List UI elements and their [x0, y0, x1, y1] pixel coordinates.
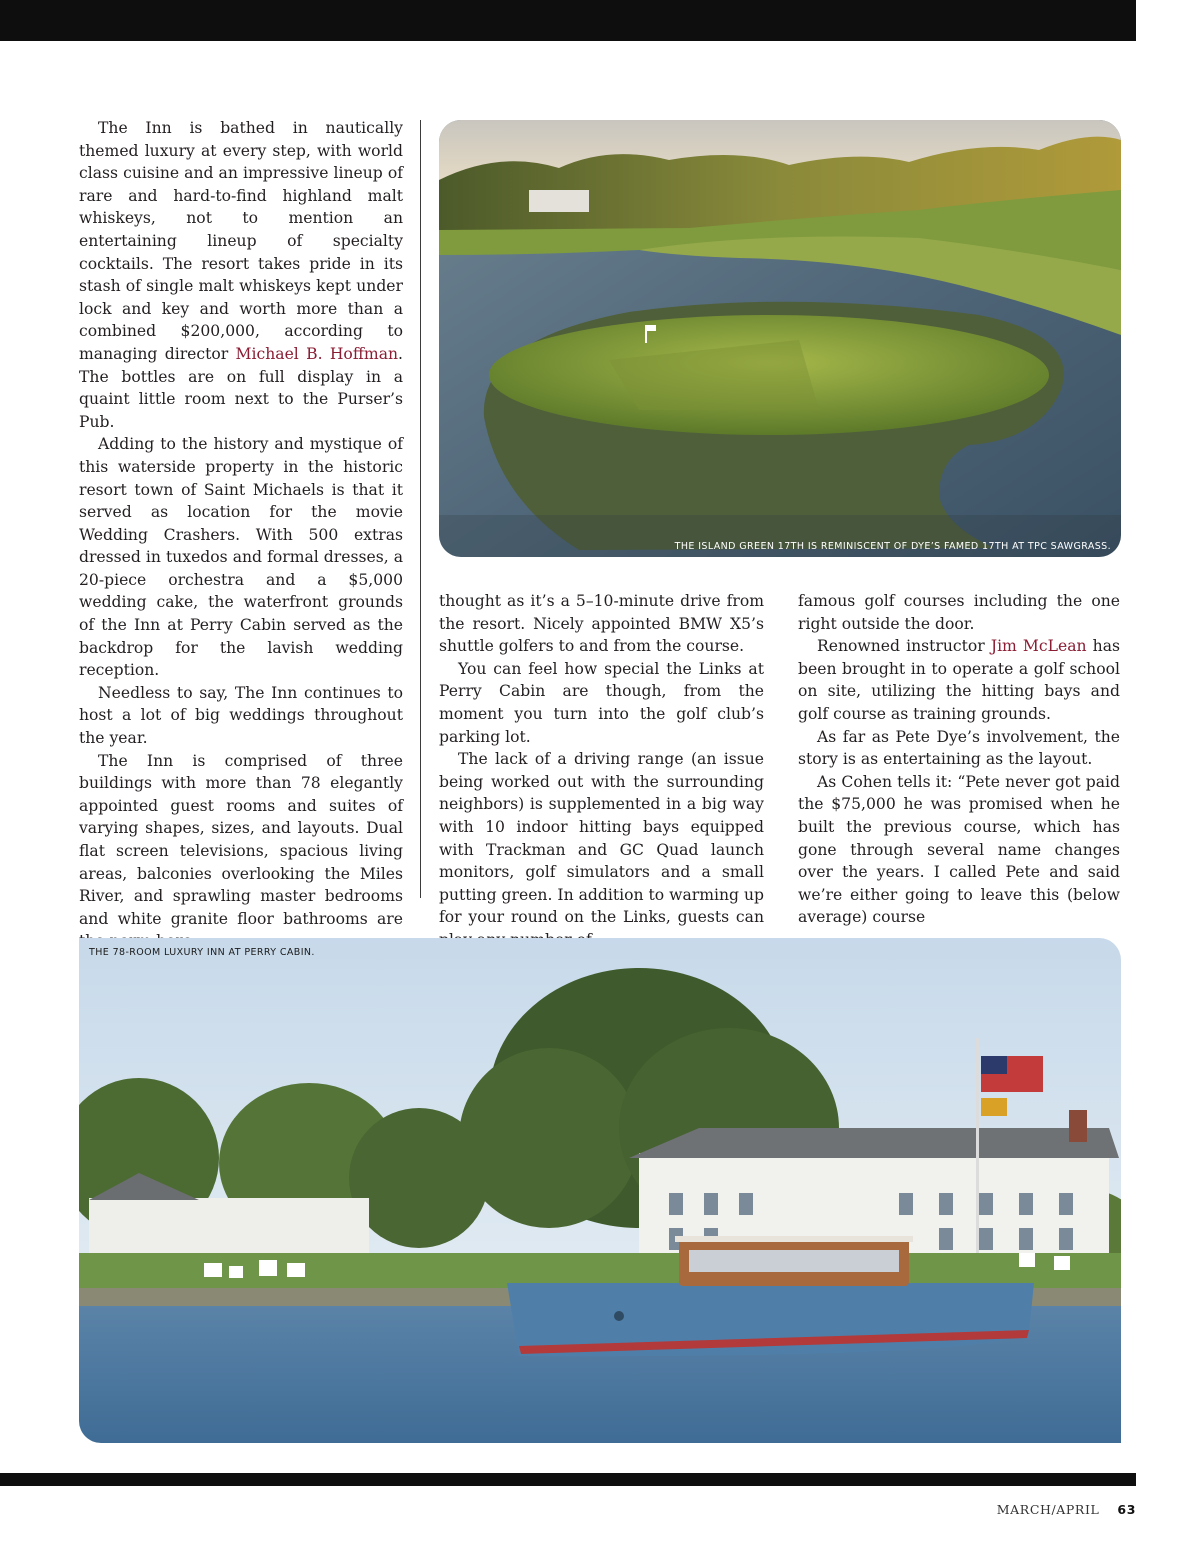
issue-label: MARCH/APRIL [996, 1502, 1100, 1517]
article-column-2 [439, 590, 764, 952]
inn-photo-illustration [79, 938, 1121, 1443]
paragraph: The Inn is comprised of three buildings with more than 78 elegantly appointed guest rooms and suites of varying shapes, sizes, and layouts. Dual flat screen televisions, spacious living areas, balconies overlooking the Miles River, and sprawling master bedrooms and white granite floor bathrooms are [79, 751, 403, 928]
paragraph: The lack of a driving range (an issue being worked out with the surrounding neighbors) is supplemented in a big way with 10 indoor hitting bays equipped with Trackman and GC Quad launch monitors, golf simulators and a small putting green. In addition to warming up for your round on the Links, guests can [439, 750, 764, 927]
inn-perry-cabin-photo [79, 938, 1121, 1443]
article-column-1 [79, 117, 403, 1066]
top-bar [0, 0, 1136, 41]
paragraph: Needless to say, The Inn continues to host a lot of big weddings throughout the year. [79, 683, 403, 748]
mclean-link[interactable]: Jim McLean [990, 637, 1087, 656]
golf-island-green-photo [439, 120, 1121, 557]
bottom-bar [0, 1473, 1136, 1486]
paragraph: thought as it’s a 5–10-minute drive from the resort. Nicely appointed BMW X5’s shuttle golfers to and from the course. [439, 592, 764, 656]
inn-photo-caption: THE 78-ROOM LUXURY INN AT PERRY CABIN. [89, 947, 315, 958]
page-number: 63 [1117, 1502, 1136, 1517]
paragraph: Adding to the history and mystique of this waterside property in the historic resort town of Saint Michaels is that it served as location for the movie Wedding Crashers. With 500 extras dressed in tuxedos and formal dresses, a 20-piece orchestra and a $5,000 wedding cake, the waterfront grounds of the Inn at Perry Cabin served as the backdrop for the lavish wedding reception. [79, 435, 403, 680]
paragraph: Renowned instructor Jim McLean has been brought in to operate a golf school on site, utilizing the hitting bays and golf course as training grounds. [798, 637, 1120, 723]
golf-photo-caption: THE ISLAND GREEN 17TH IS REMINISCENT OF DYE’S FAMED 17TH AT TPC SAWGRASS. [674, 541, 1111, 552]
article-column-3 [798, 590, 1120, 929]
paragraph: As far as Pete Dye’s involvement, the story is as entertaining as the layout. [798, 727, 1120, 769]
paragraph: As Cohen tells it: “Pete never got paid the $75,000 he was promised when he built the previous course, which has gone through several name changes over the years. I called Pete and said we’re either going to leave this (below average) course [798, 772, 1120, 927]
column-divider [420, 120, 421, 898]
paragraph: The Inn is bathed in nautically themed luxury at every step, with world class cuisine and an impressive lineup of rare and hard-to-find highland malt whiskeys, not to mention an entertaining lineup of specialty cocktails. The resort takes pride in its stash of single malt whiskeys kept under lock and key and worth more than a combined $200,000, according to managing director Michael B. Hoffman. The bottles are on full display in a quaint little room next to the Purser’s Pub. [79, 119, 403, 431]
paragraph: You can feel how special the Links at Perry Cabin are though, from the moment you turn into the golf club’s parking lot. [439, 659, 764, 746]
paragraph: famous golf courses including the one right outside the door. [798, 592, 1120, 633]
hoffman-link[interactable]: Michael B. Hoffman [235, 344, 399, 363]
golf-photo-illustration [439, 120, 1121, 557]
page-footer [997, 1502, 1136, 1517]
